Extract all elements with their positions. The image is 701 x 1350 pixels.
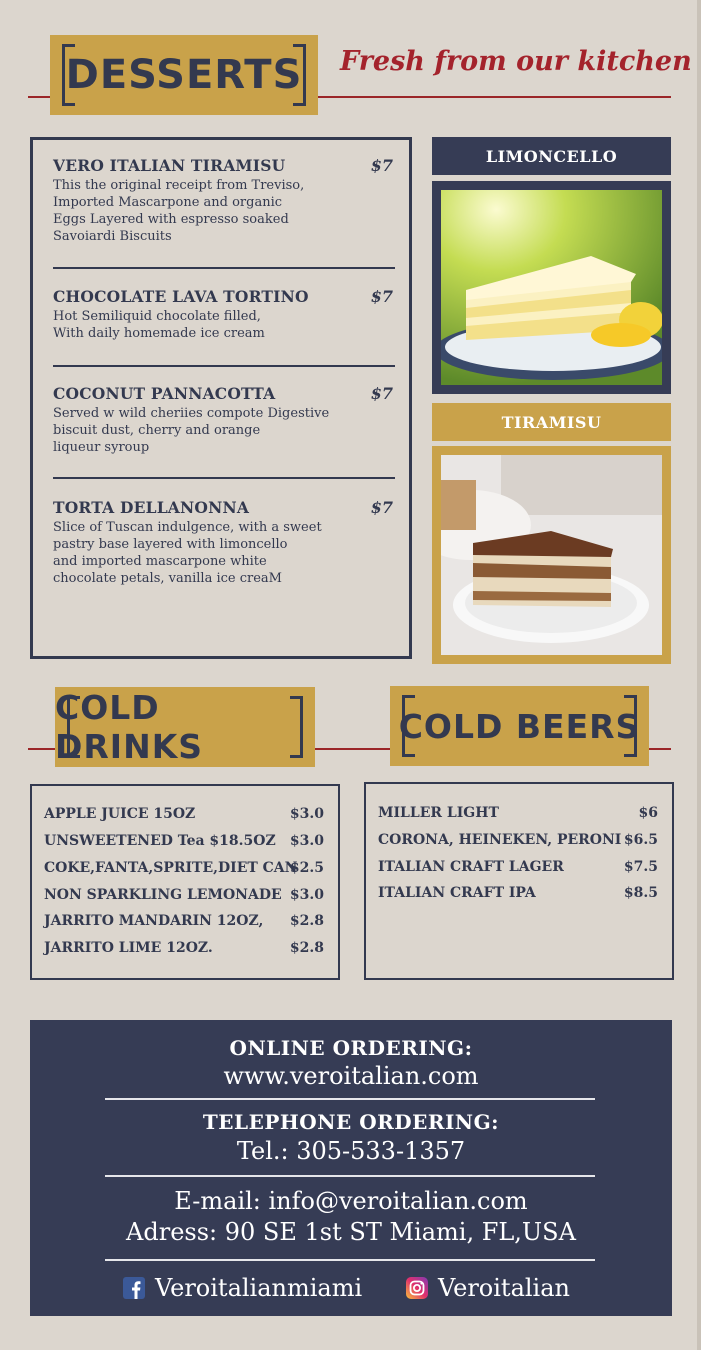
desc-line: and imported mascarpone white — [53, 554, 267, 569]
desc-line: pastry base layered with limoncello — [53, 537, 288, 552]
bracket-left — [62, 44, 75, 106]
beer-row — [378, 885, 658, 905]
email-address[interactable]: E-mail: info@veroitalian.com — [174, 1187, 528, 1215]
drink-row — [44, 833, 324, 853]
beer-name: ITALIAN CRAFT IPA — [378, 885, 536, 901]
cold-drinks-title: COLD DRINKS — [55, 688, 204, 766]
instagram-handle[interactable] — [406, 1274, 570, 1302]
beer-price: $8.5 — [623, 885, 658, 901]
cold-beers-heading — [390, 686, 649, 766]
limoncello-label: LIMONCELLO — [432, 137, 671, 175]
beer-price: $6 — [638, 805, 658, 821]
bracket-right — [624, 695, 637, 757]
desc-line: chocolate petals, vanilla ice creaM — [53, 571, 282, 586]
desc-line: With daily homemade ice cream — [53, 326, 265, 341]
drink-row — [44, 806, 324, 826]
drink-row — [44, 940, 324, 960]
tagline: Fresh from our kitchen — [340, 46, 692, 77]
drink-price: $2.5 — [289, 860, 324, 876]
drink-price: $2.8 — [289, 913, 324, 929]
bracket-left — [402, 695, 415, 757]
cold-drinks-heading — [55, 687, 315, 767]
drink-price: $3.0 — [289, 833, 324, 849]
dessert-description — [53, 177, 393, 245]
drink-price: $2.8 — [289, 940, 324, 956]
drink-name: NON SPARKLING LEMONADE — [44, 887, 282, 903]
beer-name: MILLER LIGHT — [378, 805, 499, 821]
limoncello-photo-frame — [432, 181, 671, 394]
drink-price: $3.0 — [289, 806, 324, 822]
dessert-name: VERO ITALIAN TIRAMISU — [53, 156, 286, 175]
dessert-price: $7 — [370, 384, 393, 403]
footer-divider — [105, 1259, 595, 1261]
drink-row — [44, 860, 324, 880]
dessert-name: CHOCOLATE LAVA TORTINO — [53, 287, 309, 306]
desc-line: liqueur syroup — [53, 440, 150, 455]
desserts-heading — [50, 35, 318, 115]
desc-line: Savoiardi Biscuits — [53, 229, 172, 244]
website-link[interactable]: www.veroitalian.com — [223, 1062, 479, 1090]
dessert-price: $7 — [370, 287, 393, 306]
desc-line: Imported Mascarpone and organic — [53, 195, 283, 210]
desc-line: biscuit dust, cherry and orange — [53, 423, 261, 438]
facebook-handle-text: Veroitalianmiami — [155, 1274, 363, 1302]
drink-price: $3.0 — [289, 887, 324, 903]
beer-row — [378, 832, 658, 852]
tiramisu-label: TIRAMISU — [432, 403, 671, 441]
cold-beers-list — [364, 782, 674, 980]
dessert-item — [53, 498, 393, 587]
drink-name: APPLE JUICE 15OZ — [44, 806, 196, 822]
footer-divider — [105, 1098, 595, 1100]
dessert-price: $7 — [370, 156, 393, 175]
bracket-right — [293, 44, 306, 106]
dessert-description — [53, 308, 393, 342]
instagram-handle-text: Veroitalian — [438, 1274, 570, 1302]
instagram-icon — [406, 1277, 428, 1299]
tiramisu-image — [441, 455, 662, 655]
dessert-name: TORTA DELLANONNA — [53, 498, 250, 517]
desc-line: Slice of Tuscan indulgence, with a sweet — [53, 520, 322, 535]
beer-price: $6.5 — [623, 832, 658, 848]
desc-line: Hot Semiliquid chocolate filled, — [53, 309, 261, 324]
beer-row — [378, 859, 658, 879]
dessert-description — [53, 405, 393, 456]
beer-row — [378, 805, 658, 825]
drink-name: JARRITO MANDARIN 12OZ, — [44, 913, 264, 929]
street-address: Adress: 90 SE 1st ST Miami, FL,USA — [126, 1218, 576, 1246]
dessert-item — [53, 384, 393, 456]
drink-name: COKE,FANTA,SPRITE,DIET CAN — [44, 860, 298, 876]
footer-divider — [105, 1175, 595, 1177]
beer-name: ITALIAN CRAFT LAGER — [378, 859, 564, 875]
dessert-price: $7 — [370, 498, 393, 517]
dessert-description — [53, 519, 393, 587]
facebook-handle[interactable] — [123, 1274, 362, 1302]
limoncello-cake-image — [441, 190, 662, 385]
cold-beers-title: COLD BEERS — [398, 706, 641, 746]
dessert-item — [53, 156, 393, 245]
desc-line: This the original receipt from Treviso, — [53, 178, 305, 193]
desserts-list — [30, 137, 412, 659]
bracket-right — [290, 696, 303, 758]
desserts-title: DESSERTS — [65, 52, 303, 98]
online-ordering-heading: ONLINE ORDERING: — [229, 1036, 473, 1060]
drink-row — [44, 913, 324, 933]
drink-name: JARRITO LIME 12OZ. — [44, 940, 213, 956]
desc-line: Eggs Layered with espresso soaked — [53, 212, 289, 227]
cold-drinks-list — [30, 784, 340, 980]
contact-footer — [30, 1020, 672, 1316]
beer-name: CORONA, HEINEKEN, PERONI — [378, 832, 622, 848]
dessert-item — [53, 287, 393, 342]
tiramisu-photo-frame — [432, 446, 671, 664]
desc-line: Served w wild cheriies compote Digestive — [53, 406, 330, 421]
drink-name: UNSWEETENED Tea $18.5OZ — [44, 833, 276, 849]
beer-price: $7.5 — [623, 859, 658, 875]
item-divider — [53, 365, 395, 367]
telephone-ordering-heading: TELEPHONE ORDERING: — [202, 1110, 500, 1134]
dessert-name: COCONUT PANNACOTTA — [53, 384, 276, 403]
item-divider — [53, 477, 395, 479]
bracket-left — [67, 696, 80, 758]
drink-row — [44, 887, 324, 907]
facebook-icon — [123, 1277, 145, 1299]
item-divider — [53, 267, 395, 269]
phone-number[interactable]: Tel.: 305-533-1357 — [236, 1137, 466, 1165]
